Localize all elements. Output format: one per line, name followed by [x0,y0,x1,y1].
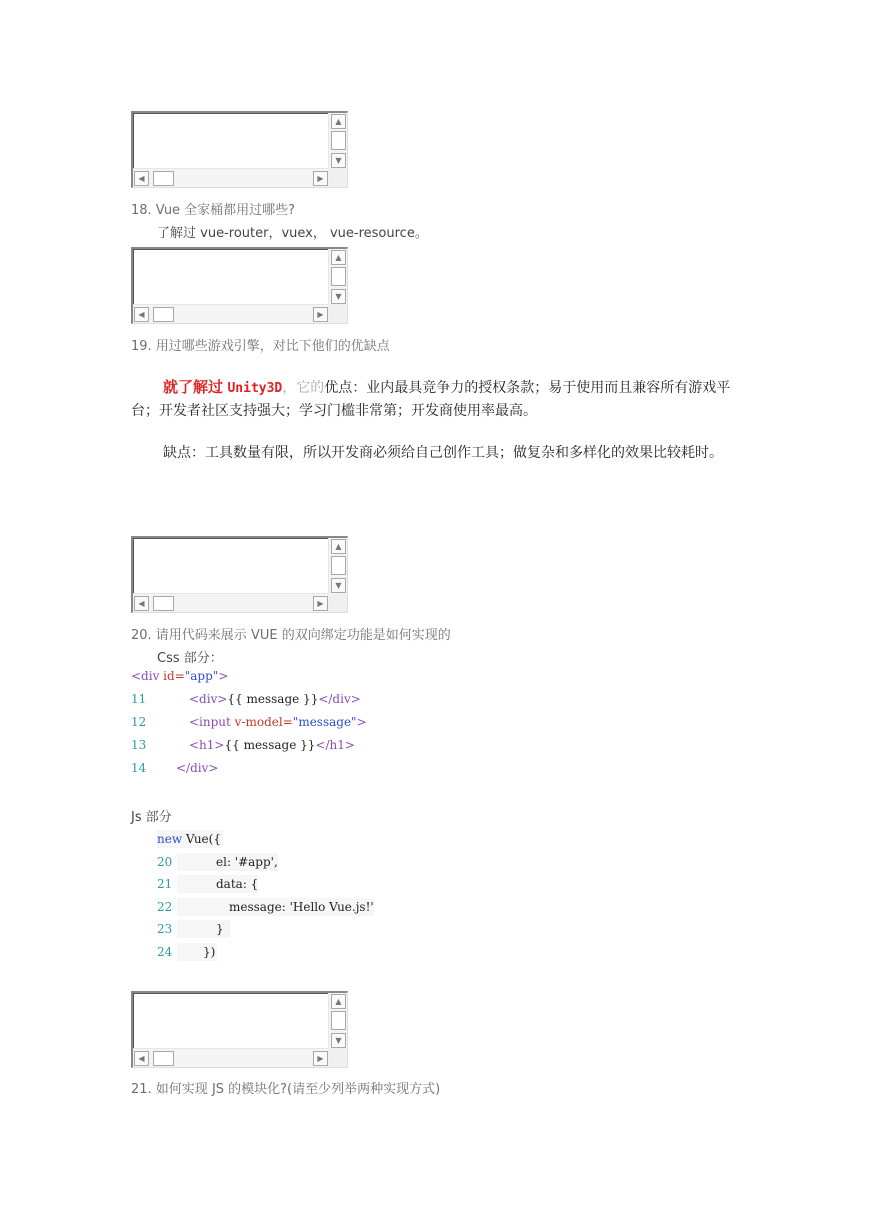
vertical-scrollbar[interactable] [328,538,347,594]
code-token: v-model= [230,715,293,729]
scroll-right-icon[interactable]: ▶ [313,307,328,322]
code-token: <div> [189,692,228,706]
comma-text: ，它的 [282,380,325,396]
code-token: {{ message }} [224,738,316,752]
scroll-down-icon[interactable]: ▼ [331,578,346,593]
line-number: 11 [131,692,147,706]
horizontal-scrollbar[interactable] [133,304,329,323]
code-token: </h1> [315,738,355,752]
scroll-corner [329,594,347,612]
question-19-pros [131,376,743,423]
html-code-line-2 [189,715,367,729]
horizontal-scrollbar[interactable] [133,1048,329,1067]
text-area-1[interactable] [131,111,348,188]
code-indent [177,943,203,961]
code-token: > [218,669,229,683]
code-token: <h1> [189,738,225,752]
scroll-up-icon[interactable]: ▲ [331,994,346,1009]
question-20-title: 20. 请用代码来展示 VUE 的双向绑定功能是如何实现的 [131,628,451,643]
scroll-right-icon[interactable]: ▶ [313,171,328,186]
code-token: > [356,715,367,729]
scroll-right-icon[interactable]: ▶ [313,596,328,611]
scroll-left-icon[interactable]: ◀ [134,596,149,611]
scroll-thumb[interactable] [153,1051,174,1066]
html-code-line-4 [176,761,218,775]
scroll-left-icon[interactable]: ◀ [134,1051,149,1066]
code-token: id= [159,669,185,683]
scroll-thumb[interactable] [331,131,346,150]
pros-text: 优点：业内最具竞争力的授权条款；易于使用而且兼容所有游戏平台；开发者社区支持强大；学习门槛非常第；开发商使用率最高。 [131,380,731,419]
line-number: 23 [157,922,173,936]
scroll-thumb[interactable] [331,1011,346,1030]
css-label: Css 部分： [157,651,223,666]
scroll-thumb[interactable] [153,596,174,611]
question-21-title: 21. 如何实现 JS 的模块化?(请至少列举两种实现方式) [131,1082,441,1097]
scroll-thumb[interactable] [331,267,346,286]
scroll-thumb[interactable] [153,307,174,322]
scroll-left-icon[interactable]: ◀ [134,307,149,322]
question-18-answer: 了解过 vue-router，vuex， vue-resource。 [157,226,428,241]
scroll-up-icon[interactable]: ▲ [331,114,346,129]
horizontal-scrollbar[interactable] [133,168,329,187]
js-code-line-0 [157,830,223,848]
code-token: "app" [184,669,219,683]
code-token: new [157,832,183,846]
scroll-up-icon[interactable]: ▲ [331,539,346,554]
code-token: </div> [176,761,219,775]
scroll-down-icon[interactable]: ▼ [331,153,346,168]
scroll-left-icon[interactable]: ◀ [134,171,149,186]
line-number: 22 [157,900,173,914]
code-indent [177,920,216,938]
scroll-down-icon[interactable]: ▼ [331,1033,346,1048]
scroll-down-icon[interactable]: ▼ [331,289,346,304]
line-number: 14 [131,761,147,775]
scroll-corner [329,305,347,323]
js-code-line-2: data: { [216,877,259,891]
engine-name: Unity3D [227,381,283,396]
js-code-line-5: }) [203,945,216,959]
js-code-line-4: } [216,920,230,938]
line-number: 13 [131,738,147,752]
code-token: "message" [292,715,357,729]
js-code-line-3: message: 'Hello Vue.js!' [229,900,374,914]
horizontal-scrollbar[interactable] [133,593,329,612]
js-label: Js 部分 [131,810,172,825]
vertical-scrollbar[interactable] [328,249,347,305]
html-code-line-1 [189,692,361,706]
html-code-line-3 [189,738,355,752]
scroll-right-icon[interactable]: ▶ [313,1051,328,1066]
vertical-scrollbar[interactable] [328,993,347,1049]
text-area-4[interactable] [131,991,348,1068]
vertical-scrollbar[interactable] [328,113,347,169]
scroll-corner [329,169,347,187]
scroll-corner [329,1049,347,1067]
scroll-thumb[interactable] [153,171,174,186]
question-19-title: 19. 用过哪些游戏引擎，对比下他们的优缺点 [131,339,390,354]
question-18-title: 18. Vue 全家桶都用过哪些? [131,203,296,218]
line-number: 24 [157,945,173,959]
text-area-2[interactable] [131,247,348,324]
scroll-up-icon[interactable]: ▲ [331,250,346,265]
code-token: {{ message }} [227,692,319,706]
code-indent [177,898,229,916]
text-area-3[interactable] [131,536,348,613]
line-number: 21 [157,877,173,891]
line-number: 20 [157,855,173,869]
code-token: </div> [318,692,361,706]
code-token: <div [131,669,160,683]
code-indent [177,853,216,871]
code-token: Vue({ [182,832,221,846]
html-code-line-0 [131,669,228,683]
lead-red-text: 就了解过 [163,378,224,396]
line-number: 12 [131,715,147,729]
question-19-cons: 缺点：工具数量有限，所以开发商必须给自己创作工具；做复杂和多样化的效果比较耗时。 [163,445,723,461]
scroll-thumb[interactable] [331,556,346,575]
code-indent [177,875,216,893]
js-code-line-1: el: '#app', [216,855,278,869]
code-token: <input [189,715,231,729]
